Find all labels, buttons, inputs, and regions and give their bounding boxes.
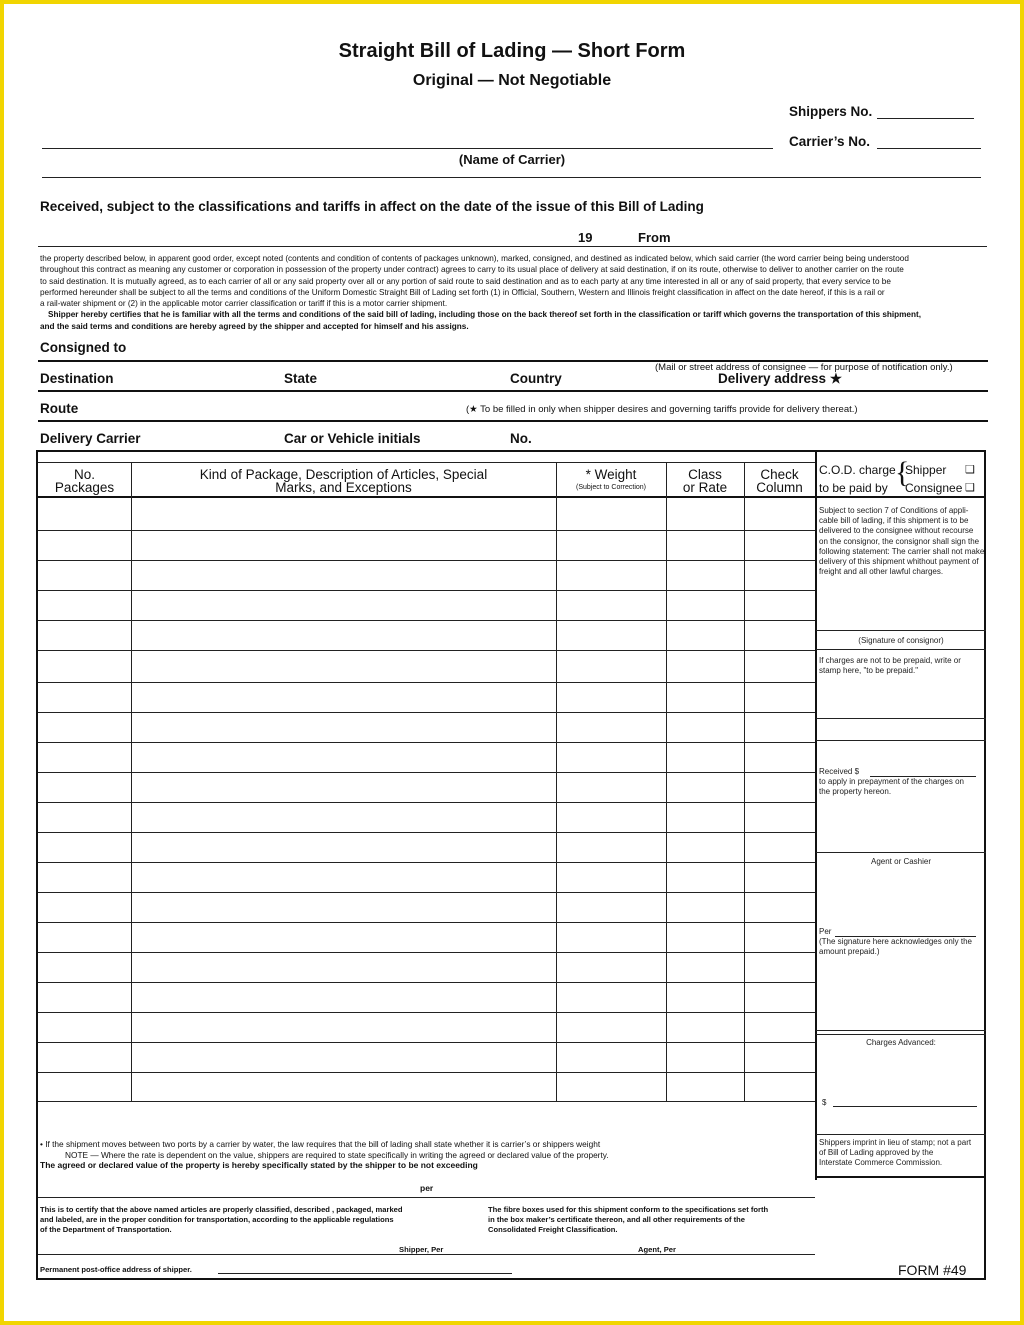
prepaid-text <box>819 656 985 676</box>
fibre-line: Consolidated Freight Classification. <box>488 1225 618 1235</box>
per-line: (The signature here acknowledges only the <box>819 937 972 946</box>
section7-line: freight and all other lawful charges. <box>819 567 944 577</box>
terms-paragraph <box>40 253 988 332</box>
state-label: State <box>284 371 318 386</box>
certify-footer-line: of the Department of Transportation. <box>40 1225 172 1235</box>
charges-dollar-label: $ <box>822 1098 827 1107</box>
table-row-divider <box>38 862 815 863</box>
side-line <box>816 740 986 741</box>
declared-value-label: The agreed or declared value of the property is hereby specifically stated by the shipper to be not exceeding <box>40 1160 478 1170</box>
route-field[interactable] <box>38 420 988 422</box>
per-label: Per <box>819 927 832 936</box>
table-row-divider <box>38 530 815 531</box>
certify-line: Shipper hereby certifies that he is familiar with all the terms and conditions of the said bill of lading, including those on the back thereof set forth in the classification or tariff which governs the transportation of this shipment, <box>48 310 921 320</box>
prepaid-line: stamp here, "to be prepaid." <box>819 666 919 676</box>
section7-line: delivery of this shipment whithout payment of <box>819 557 979 567</box>
from-line <box>38 246 987 247</box>
table-row-divider <box>38 952 815 953</box>
col-check-line: Column <box>756 480 803 495</box>
terms-line: the property described below, in apparent good order, except noted (contents and condition of contents of packages unknown), marked, consigned, and destined as indicated below, which said carrier (the word carrier being being understood <box>40 254 909 263</box>
col-weight-header <box>556 468 666 494</box>
permanent-address-field[interactable] <box>218 1273 512 1274</box>
imprint-line: Interstate Commerce Commission. <box>819 1158 943 1168</box>
year-label: 19 <box>578 230 593 245</box>
received-text <box>819 777 985 797</box>
col-check-line: Check <box>760 467 799 482</box>
certify-footer-line: This is to certify that the above named articles are properly classified, described , packaged, marked <box>40 1205 403 1214</box>
car-no-label: No. <box>510 431 532 446</box>
prepaid-line: If charges are not to be prepaid, write or <box>819 656 961 665</box>
table-row-divider <box>38 802 815 803</box>
table-row-divider <box>38 590 815 591</box>
received-dollar-label: Received $ <box>819 767 860 776</box>
section7-line: delivered to the consignee without recourse <box>819 526 974 536</box>
per-line: amount prepaid.) <box>819 947 880 957</box>
declared-value-field[interactable] <box>38 1197 815 1198</box>
section7-line: Subject to section 7 of Conditions of appli- <box>819 506 969 515</box>
col-class-header <box>666 468 744 494</box>
agent-cashier-caption: Agent or Cashier <box>870 857 932 866</box>
carrier-name-field[interactable] <box>42 148 773 149</box>
col-check-header <box>744 468 815 494</box>
column-divider <box>556 462 557 1101</box>
side-line <box>816 718 986 719</box>
destination-label: Destination <box>40 371 114 386</box>
table-row-divider <box>38 1101 815 1102</box>
table-row-divider <box>38 1042 815 1043</box>
water-note: • If the shipment moves between two ports by a carrier by water, the law requires that the bill of lading shall state whether it is carrier’s or shippers weight <box>40 1139 601 1149</box>
name-of-carrier-caption: (Name of Carrier) <box>458 152 566 167</box>
column-divider <box>744 462 745 1101</box>
table-row-divider <box>38 742 815 743</box>
fibre-line: in the box maker’s certificate thereon, and all other requirements of the <box>488 1215 745 1225</box>
side-line <box>816 1030 986 1031</box>
table-row-divider <box>38 772 815 773</box>
imprint-text <box>819 1138 985 1169</box>
page-title: Straight Bill of Lading — Short Form <box>338 40 686 62</box>
consignor-signature-field[interactable] <box>816 630 986 631</box>
table-header-bottom <box>38 496 815 498</box>
cod-consignee-checkbox[interactable]: ❑ <box>965 482 975 494</box>
section7-line: following statement: The carrier shall not make <box>819 546 985 556</box>
table-header-top <box>38 462 815 463</box>
agent-per-label: Agent, Per <box>638 1245 676 1254</box>
received-heading: Received, subject to the classifications and tariffs in affect on the date of the issue of this Bill of Lading <box>40 199 704 214</box>
col-class-line: or Rate <box>682 480 728 495</box>
table-row-divider <box>38 1072 815 1073</box>
signature-line[interactable] <box>38 1254 815 1255</box>
shippers-no-field[interactable] <box>877 118 974 119</box>
side-bottom-line <box>816 1176 986 1178</box>
page-subtitle: Original — Not Negotiable <box>412 72 612 89</box>
imprint-line: Shippers imprint in lieu of stamp; not a part <box>819 1138 972 1147</box>
section7-line: on the consignor, the consignor shall sign the <box>819 536 980 546</box>
column-divider <box>666 462 667 1101</box>
fibre-line: The fibre boxes used for this shipment conform to the specifications set forth <box>488 1205 769 1214</box>
route-label: Route <box>40 401 79 416</box>
terms-line: throughout this contract as meaning any customer or corporation in possession of the property under contract) agrees to carry to its usual place of delivery at said destination, if on its route, otherwise to deliver to another carrier on the route <box>40 265 904 275</box>
table-row-divider <box>38 712 815 713</box>
delivery-address-label: Delivery address ★ <box>718 371 842 386</box>
destination-field[interactable] <box>38 390 988 392</box>
rate-note: NOTE — Where the rate is dependent on the value, shippers are required to state specifically in writing the agreed or declared value of the property. <box>65 1150 609 1160</box>
col-packages-line: Packages <box>54 480 115 495</box>
received-line: the property hereon. <box>819 787 892 797</box>
side-line <box>816 496 986 498</box>
declared-per-label: per <box>420 1183 434 1193</box>
received-line: to apply in prepayment of the charges on <box>819 777 964 786</box>
carriers-no-field[interactable] <box>877 148 981 149</box>
mail-note: (Mail or street address of consignee — for purpose of notification only.) <box>655 362 953 373</box>
cod-charge-label: C.O.D. charge <box>819 463 896 477</box>
column-divider <box>131 462 132 1101</box>
terms-line: performed hereunder shall be subject to all the terms and conditions of the Uniform Domestic Straight Bill of Lading set forth (1) in Official, Southern, Western and Illinois freight classification in affect on the date hereof, if this is a rail or <box>40 287 885 297</box>
cod-shipper-checkbox[interactable]: ❑ <box>965 464 975 476</box>
shipper-per-label: Shipper, Per <box>399 1245 444 1254</box>
signature-consignor-caption: (Signature of consignor) <box>858 636 944 645</box>
cod-brace: { <box>895 456 910 489</box>
consigned-to-label: Consigned to <box>40 340 127 355</box>
section7-line: cable bill of lading, if this shipment is to be <box>819 516 969 526</box>
from-label: From <box>638 230 671 245</box>
certify-text <box>40 1205 480 1236</box>
table-row-divider <box>38 1012 815 1013</box>
agent-cashier-field[interactable] <box>816 852 986 853</box>
terms-line: a rail-water shipment or (2) in the applicable motor carrier classification or tariff if this is a motor carrier shipment. <box>40 299 448 309</box>
country-label: Country <box>510 371 562 386</box>
table-row-divider <box>38 620 815 621</box>
cod-paid-by-label: to be paid by <box>819 481 888 495</box>
terms-line: to said destination. It is mutually agreed, as to each carrier of all or any said property over all or any portion of said route to said destination and as to each party at any time interested in all or any of said property, that every service to be <box>40 276 891 286</box>
table-row-divider <box>38 832 815 833</box>
col-class-line: Class <box>688 467 722 482</box>
side-line <box>816 1034 986 1035</box>
section7-text <box>819 506 985 577</box>
col-weight-label: * Weight <box>585 467 637 482</box>
col-packages-header <box>38 468 131 494</box>
carrier-line <box>42 177 981 178</box>
route-note: (★ To be filled in only when shipper desires and governing tariffs provide for delivery thereat.) <box>466 404 858 415</box>
charges-advanced-field[interactable] <box>833 1106 977 1107</box>
table-row-divider <box>38 560 815 561</box>
side-panel-divider <box>815 452 817 1180</box>
car-initials-label: Car or Vehicle initials <box>284 431 421 446</box>
imprint-line: of Bill of Lading approved by the <box>819 1148 934 1158</box>
side-line <box>816 1134 986 1135</box>
table-row-divider <box>38 682 815 683</box>
col-kind-header <box>131 468 556 494</box>
permanent-address-label: Permanent post-office address of shipper. <box>40 1265 192 1274</box>
shippers-no-label: Shippers No. <box>789 104 873 119</box>
col-weight-sub: (Subject to Correction) <box>575 484 647 491</box>
cod-consignee-label: Consignee <box>905 481 963 495</box>
carriers-no-label: Carrier’s No. <box>789 134 871 149</box>
cod-shipper-label: Shipper <box>905 463 947 477</box>
side-line <box>816 649 986 650</box>
certify-footer-line: and labeled, are in the proper condition for transportation, according to the applicable regulations <box>40 1215 394 1225</box>
table-row-divider <box>38 892 815 893</box>
col-kind-line: Kind of Package, Description of Articles, Special <box>199 467 488 482</box>
charges-advanced-label: Charges Advanced: <box>866 1038 936 1047</box>
certify-line: and the said terms and conditions are hereby agreed by the shipper and accepted for himself and his assigns. <box>40 321 469 331</box>
form-number: FORM #49 <box>898 1262 967 1278</box>
delivery-carrier-label: Delivery Carrier <box>40 431 141 446</box>
per-text <box>819 937 985 957</box>
table-row-divider <box>38 922 815 923</box>
table-row-divider <box>38 650 815 651</box>
col-packages-line: No. <box>73 467 95 482</box>
col-kind-line: Marks, and Exceptions <box>275 480 412 495</box>
fibre-text <box>488 1205 813 1236</box>
table-row-divider <box>38 982 815 983</box>
